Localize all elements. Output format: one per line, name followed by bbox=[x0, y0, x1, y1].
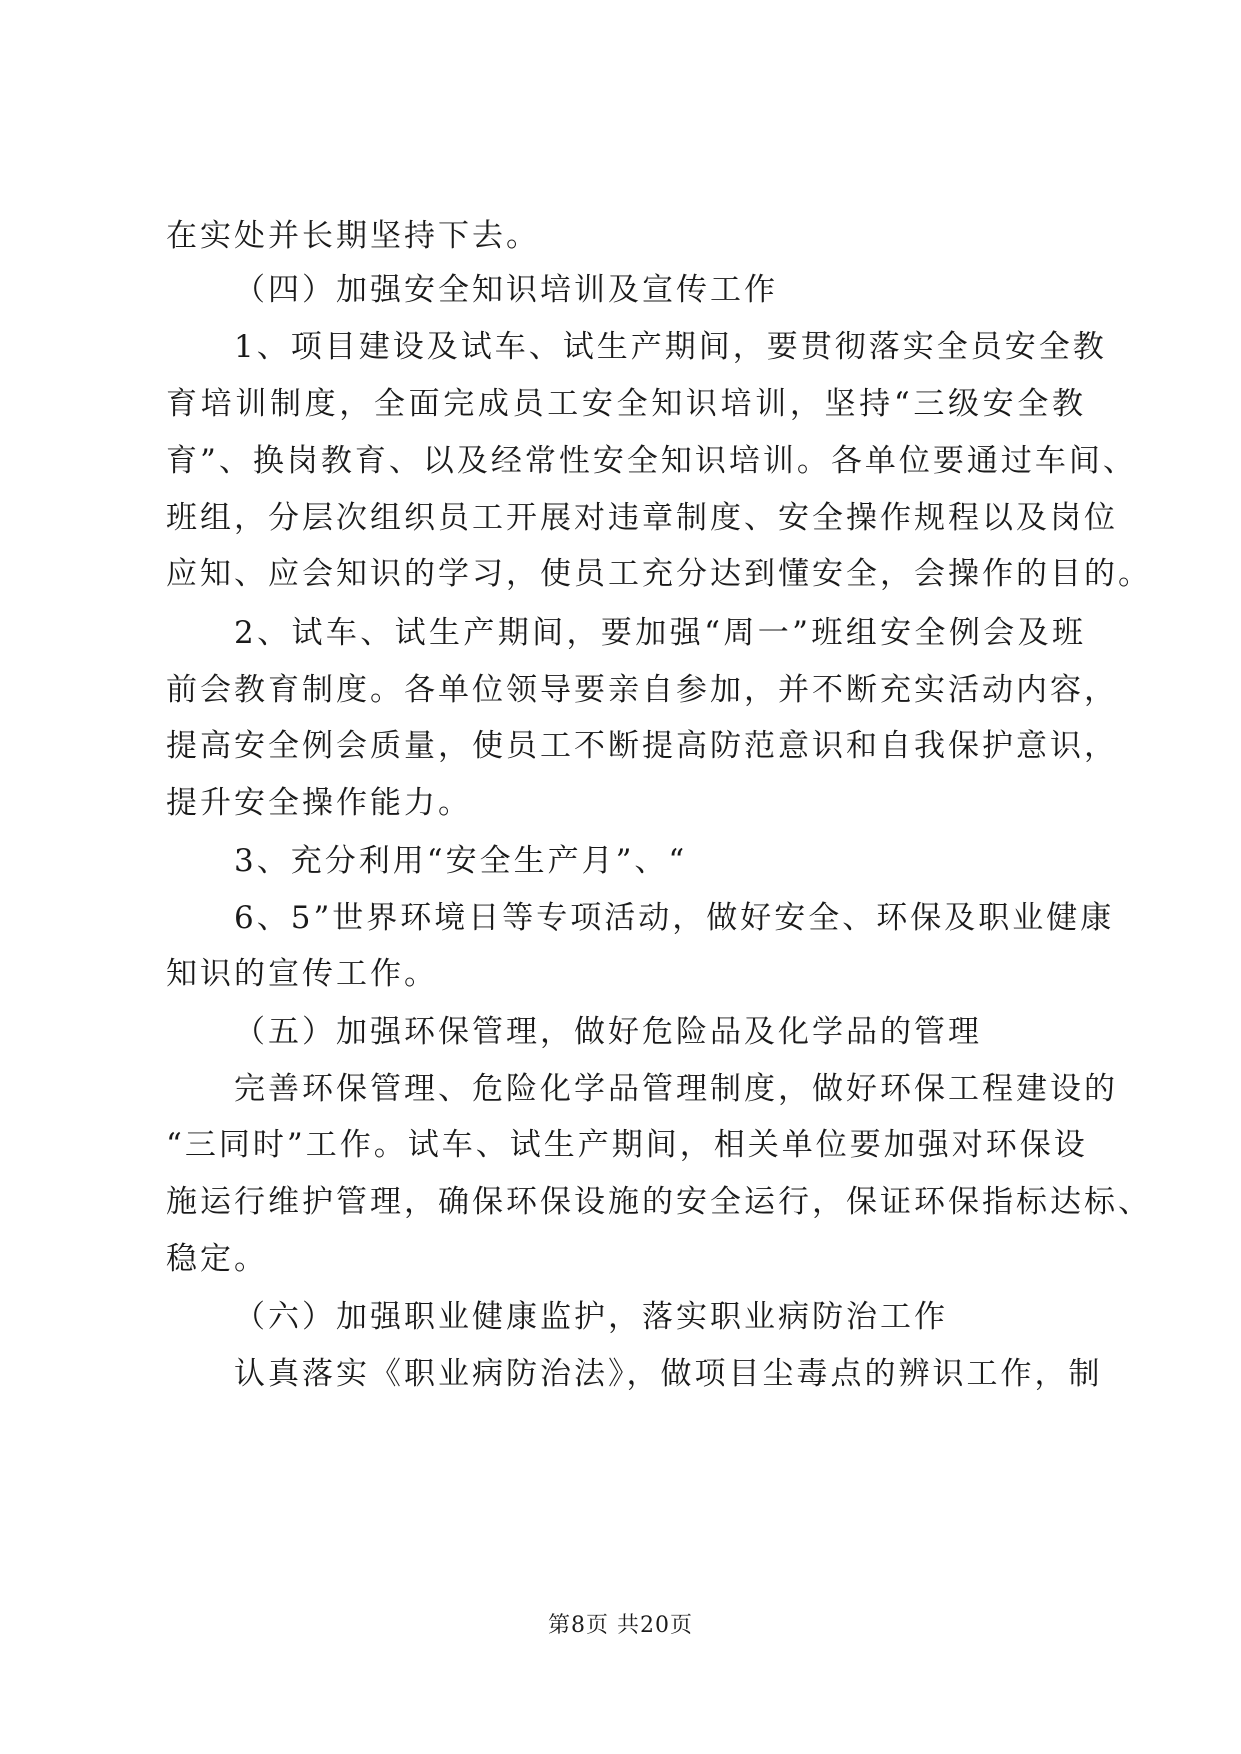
section-heading-5: （五）加强环保管理，做好危险品及化学品的管理 bbox=[234, 1014, 982, 1050]
paragraph-line: 应知、应会知识的学习，使员工充分达到懂安全，会操作的目的。 bbox=[166, 556, 1152, 592]
page-number-footer: 第8页 共20页 bbox=[548, 1613, 693, 1638]
paragraph-line: 认真落实《职业病防治法》，做项目尘毒点的辨识工作，制 bbox=[234, 1356, 1103, 1392]
paragraph-line: “三同时”工作。试车、试生产期间，相关单位要加强对环保设 bbox=[166, 1127, 1088, 1163]
section-heading-6: （六）加强职业健康监护，落实职业病防治工作 bbox=[234, 1299, 948, 1335]
paragraph-line: 施运行维护管理，确保环保设施的安全运行，保证环保指标达标、 bbox=[166, 1184, 1152, 1220]
paragraph-line: 2、试车、试生产期间，要加强“周一”班组安全例会及班 bbox=[234, 615, 1086, 651]
paragraph-line: 稳定。 bbox=[166, 1241, 268, 1277]
paragraph-line: 前会教育制度。各单位领导要亲自参加，并不断充实活动内容， bbox=[166, 672, 1118, 708]
paragraph-line: 班组，分层次组织员工开展对违章制度、安全操作规程以及岗位 bbox=[166, 500, 1118, 536]
paragraph-line: 在实处并长期坚持下去。 bbox=[166, 218, 540, 254]
paragraph-line: 提升安全操作能力。 bbox=[166, 785, 472, 821]
paragraph-line: 提高安全例会质量，使员工不断提高防范意识和自我保护意识， bbox=[166, 728, 1118, 764]
paragraph-line: 育培训制度，全面完成员工安全知识培训，坚持“三级安全教 bbox=[166, 386, 1086, 422]
paragraph-line: 6、5”世界环境日等专项活动，做好安全、环保及职业健康 bbox=[234, 900, 1115, 936]
paragraph-line: 3、充分利用“安全生产月”、“ bbox=[234, 843, 688, 879]
paragraph-line: 育”、换岗教育、以及经常性安全知识培训。各单位要通过车间、 bbox=[166, 443, 1137, 479]
paragraph-line: 完善环保管理、危险化学品管理制度，做好环保工程建设的 bbox=[234, 1071, 1118, 1107]
section-heading-4: （四）加强安全知识培训及宣传工作 bbox=[234, 272, 778, 308]
paragraph-line: 1、项目建设及试车、试生产期间，要贯彻落实全员安全教 bbox=[234, 329, 1107, 365]
paragraph-line: 知识的宣传工作。 bbox=[166, 956, 438, 992]
